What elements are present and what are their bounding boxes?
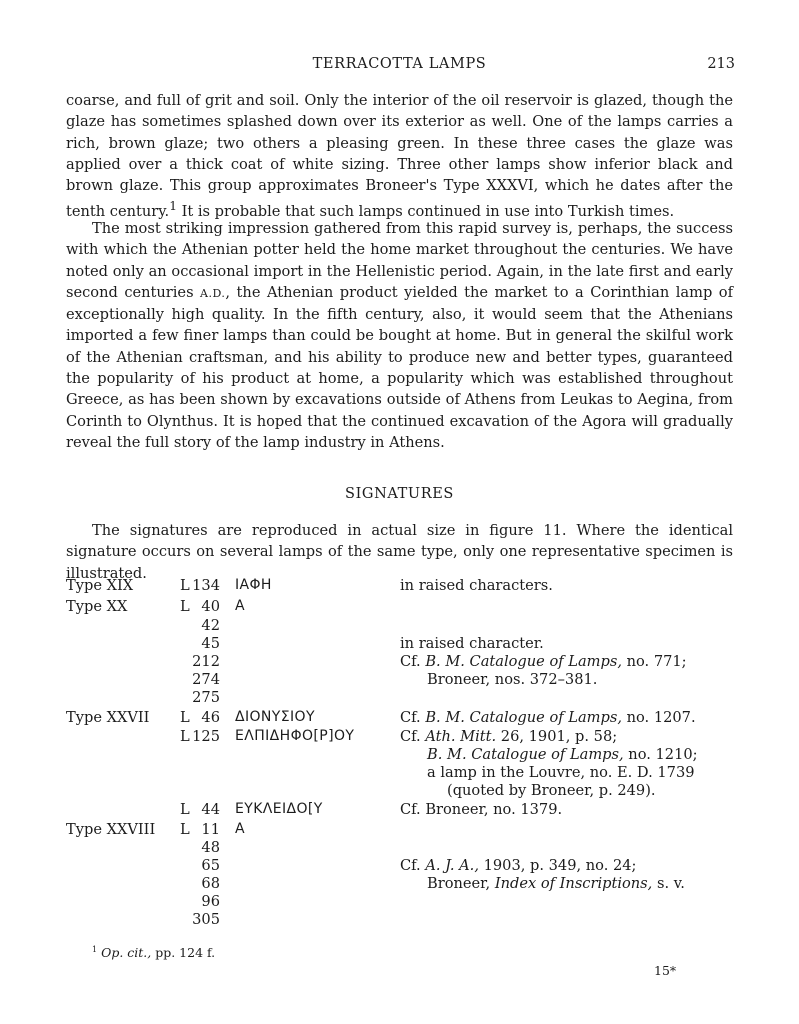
lamp-number: 11 <box>201 821 220 838</box>
lamp-number: 45 <box>201 635 220 652</box>
lamp-number: 96 <box>201 893 220 910</box>
signature-text: ΙΑΦΗ <box>235 577 272 593</box>
reference: Broneer, nos. 372–381. <box>427 671 598 688</box>
signature-text: ΕΛΠΙΔΗΦΟ[Ρ]ΟΥ <box>235 728 355 744</box>
paragraph-2: The most striking impression gathered from this rapid survey is, perhaps, the success with which the Athenian potter held the home market throughout the centuries. We have noted only an occasional import in the Hellenistic period. Again, in the late first and early second centuries A.D., the Athenian product yielded the market to a Corinthian lamp of exceptionally high quality. In the fifth century, also, it would seem that the Athenians imported a few finer lamps than could be bought at home. But in general the skilful work of the Athenian craftsman, and his ability to produce new and better types, guaranteed the popularity of his product at home, a popularity which was established throughout Greece, as has been shown by excavations outside of Athens from Leukas to Aegina, from Corinth to Olynthus. It is hoped that the continued excavation of the Agora will gradually reveal the full story of the lamp industry in Athens. <box>66 220 733 451</box>
lamp-number: 212 <box>192 653 220 670</box>
printer-signature-mark: 15* <box>654 963 677 978</box>
lamp-number: 275 <box>192 689 220 706</box>
lamp-number: 125 <box>192 728 220 745</box>
type-label: Type XXVIII <box>66 821 156 838</box>
type-label: Type XXVII <box>66 709 150 726</box>
lamp-prefix: L <box>180 709 190 726</box>
footnote-ref: 1 <box>169 199 177 214</box>
type-label: Type XIX <box>66 577 134 594</box>
lamp-number: 65 <box>201 857 220 874</box>
lamp-number: 48 <box>201 839 220 856</box>
lamp-prefix: L <box>180 801 190 818</box>
lamp-prefix: L <box>180 598 190 615</box>
lamp-number: 40 <box>201 598 220 615</box>
lamp-number: 274 <box>192 671 220 688</box>
lamp-number: 44 <box>201 801 220 818</box>
lamp-number: 305 <box>192 911 220 928</box>
reference: in raised character. <box>400 635 544 652</box>
reference: Cf. B. M. Catalogue of Lamps, no. 1207. <box>400 709 696 726</box>
reference: (quoted by Broneer, p. 249). <box>447 782 656 799</box>
type-label: Type XX <box>66 598 128 615</box>
ad-abbreviation: A.D. <box>200 286 226 300</box>
running-head-title: TERRACOTTA LAMPS <box>312 56 487 72</box>
signature-text: Α <box>235 598 245 614</box>
lamp-prefix: L <box>180 821 190 838</box>
section-title: SIGNATURES <box>345 486 454 502</box>
lamp-prefix: L <box>180 577 190 594</box>
signature-text: ΔΙΟΝΥΣΙΟΥ <box>235 709 315 725</box>
reference: B. M. Catalogue of Lamps, no. 1210; <box>427 746 698 763</box>
footnote: $^1$ Op. cit., pp. 124 f. <box>92 945 216 961</box>
signature-text: ΕΥΚΛΕΙΔΟ[Υ <box>235 801 323 817</box>
paragraph-1: coarse, and full of grit and soil. Only the interior of the oil reservoir is glazed, though the glaze has sometimes splashed down over its exterior as well. One of the lamps carries a rich, brown glaze; two others a pleasing green. In these three cases the glaze was applied over a thick coat of white sizing. Three other lamps show inferior black and brown glaze. This group approximates Broneer's Type XXXVI, which he dates after the tenth century.$^1$ It is probable that such lamps continued in use into Turkish times. <box>66 92 733 221</box>
lamp-number: 46 <box>201 709 220 726</box>
reference: in raised characters. <box>400 577 553 594</box>
reference: Cf. Broneer, no. 1379. <box>400 801 563 818</box>
page-number: 213 <box>707 56 735 72</box>
reference: Broneer, Index of Inscriptions, s. v. <box>427 875 685 892</box>
reference: Cf. Ath. Mitt. 26, 1901, p. 58; <box>400 728 618 745</box>
reference: Cf. A. J. A., 1903, p. 349, no. 24; <box>400 857 637 874</box>
lamp-number: 68 <box>201 875 220 892</box>
lamp-number: 42 <box>201 617 220 634</box>
lamp-prefix: L <box>180 728 190 745</box>
reference: a lamp in the Louvre, no. E. D. 1739 <box>427 764 695 781</box>
paragraph-3: The signatures are reproduced in actual size in figure 11. Where the identical signature occurs on several lamps of the same type, only one representative specimen is illustrated. <box>66 522 733 582</box>
signature-text: Α <box>235 821 245 837</box>
reference: Cf. B. M. Catalogue of Lamps, no. 771; <box>400 653 687 670</box>
lamp-number: 134 <box>192 577 220 594</box>
